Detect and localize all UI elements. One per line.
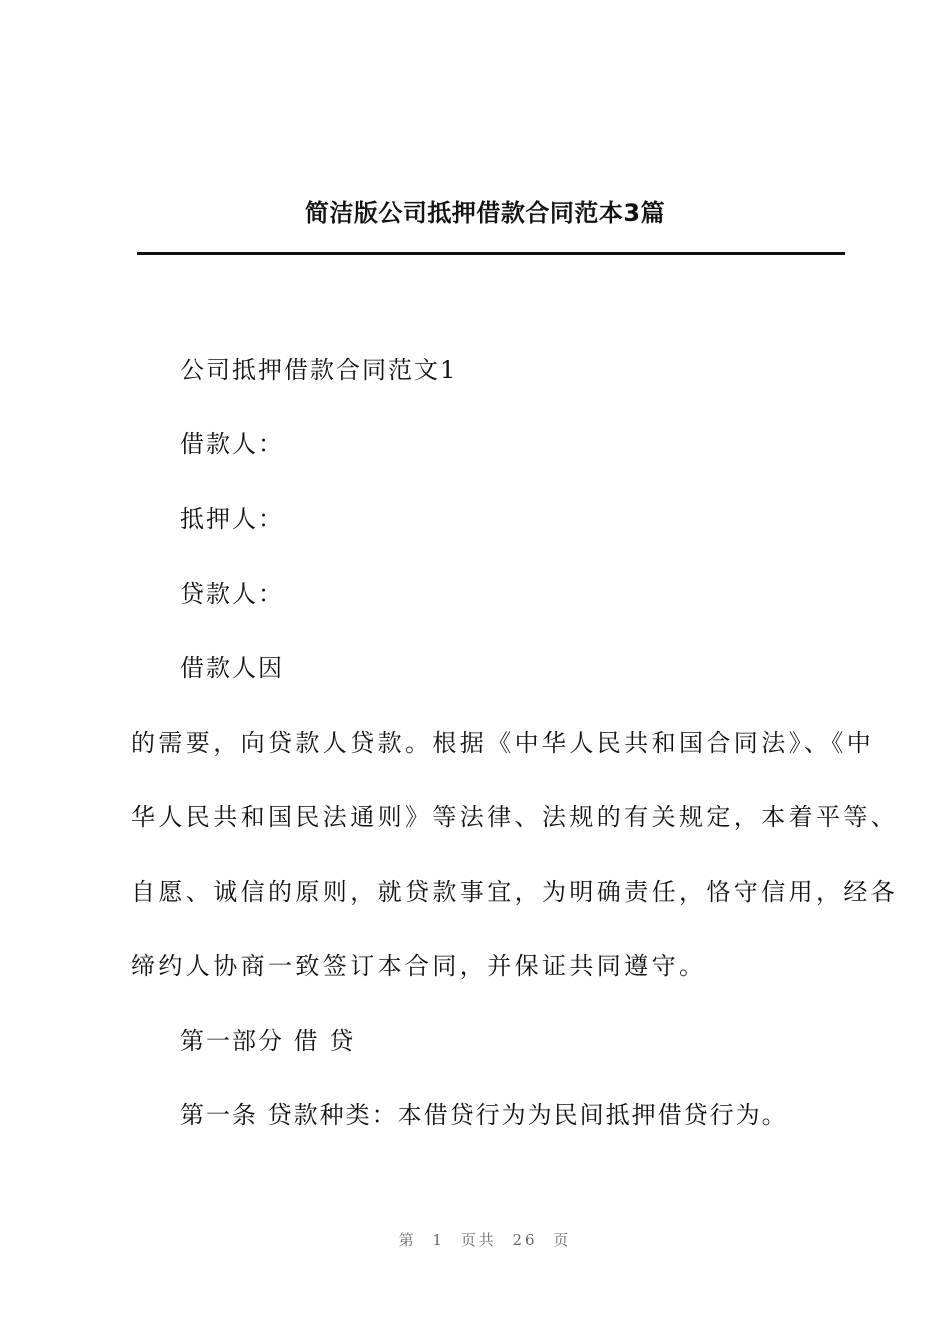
paragraph-intro-start: 借款人因	[180, 654, 284, 682]
lender-label: 贷款人：	[180, 580, 284, 608]
page-number-footer: 第 1 页共 26 页	[398, 1231, 572, 1249]
document-title: 简洁版公司抵押借款合同范本3篇	[304, 199, 666, 227]
section-heading: 公司抵押借款合同范文1	[180, 356, 458, 384]
paragraph-line: 华人民共和国民法通则》等法律、法规的有关规定，本着平等、	[131, 803, 899, 831]
paragraph-line: 的需要，向贷款人贷款。根据《中华人民共和国合同法》、《中	[131, 729, 875, 757]
paragraph-line: 缔约人协商一致签订本合同，并保证共同遵守。	[131, 952, 707, 980]
part-heading: 第一部分 借 贷	[180, 1027, 356, 1055]
title-underline-divider	[137, 252, 845, 255]
borrower-label: 借款人：	[180, 430, 284, 458]
mortgagor-label: 抵押人：	[180, 505, 284, 533]
paragraph-line: 自愿、诚信的原则，就贷款事宜，为明确责任，恪守信用，经各	[131, 878, 899, 906]
article-1: 第一条 贷款种类：本借贷行为为民间抵押借贷行为。	[180, 1101, 788, 1129]
